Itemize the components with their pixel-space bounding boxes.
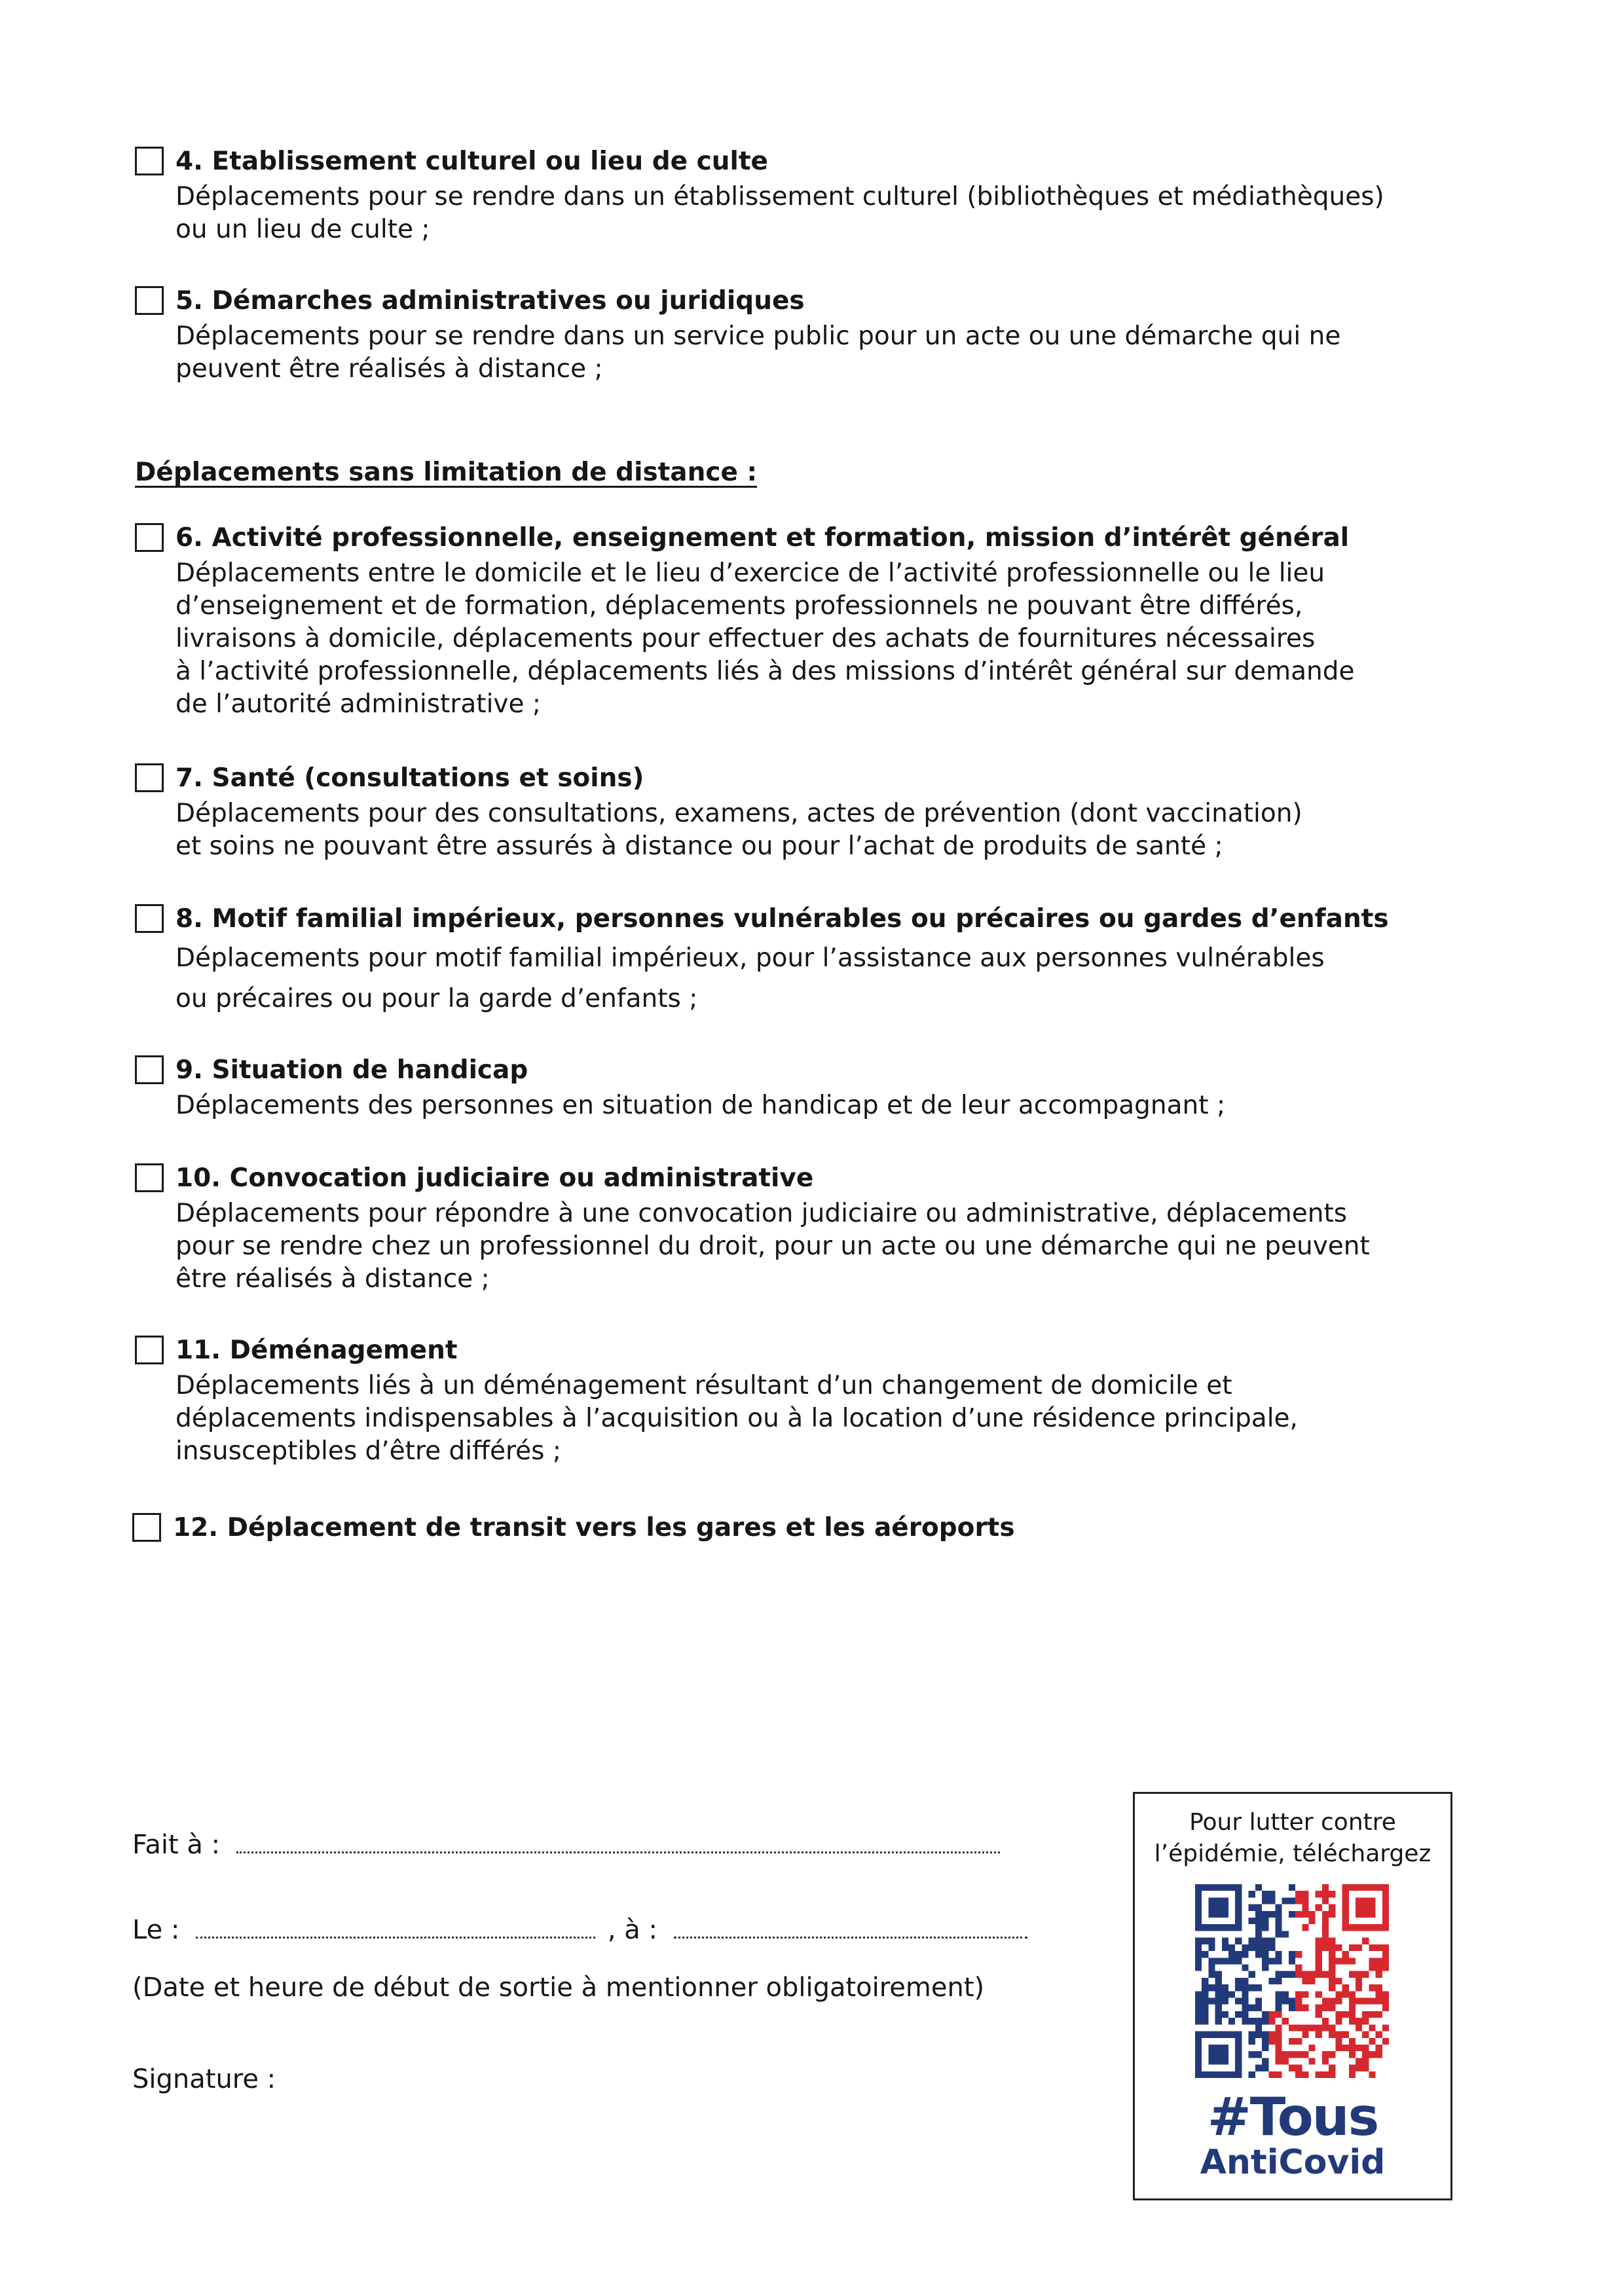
reason-item-8 (135, 902, 1445, 1019)
reason-item-6 (135, 520, 1445, 721)
reason-item-7 (135, 761, 1445, 863)
tousanticovid-logo (1135, 2086, 1450, 2182)
description-line: Déplacements pour répondre à une convocation judiciaire ou administrative, déplacements (175, 1199, 1348, 1228)
qr-caption (1135, 1807, 1450, 1870)
description-line: ou précaires ou pour la garde d’enfants ; (175, 984, 698, 1013)
qr-code-icon[interactable] (1195, 1884, 1389, 2078)
checkbox-reason-5[interactable] (135, 286, 164, 315)
reason-description (175, 320, 1452, 386)
checkbox-reason-12[interactable] (132, 1513, 161, 1542)
description-line: de l’autorité administrative ; (175, 689, 542, 719)
reason-title: 7. Santé (consultations et soins) (175, 763, 644, 793)
reason-title: 10. Convocation judiciaire ou administrative (175, 1163, 814, 1193)
logo-subtitle: AntiCovid (1200, 2143, 1386, 2182)
description-line: déplacements indispensables à l’acquisition ou à la location d’une résidence principale, (175, 1404, 1298, 1433)
checkbox-reason-9[interactable] (135, 1055, 164, 1084)
description-line: livraisons à domicile, déplacements pour effectuer des achats de fournitures nécessaires (175, 624, 1316, 653)
description-line: Déplacements pour des consultations, examens, actes de prévention (dont vaccination) (175, 799, 1302, 828)
description-line: à l’activité professionnelle, déplacements liés à des missions d’intérêt général sur demande (175, 657, 1355, 686)
reason-item-10 (135, 1161, 1445, 1296)
description-line: Déplacements pour se rendre dans un service public pour un acte ou une démarche qui ne (175, 321, 1341, 351)
reason-description (175, 1089, 1452, 1122)
date-field[interactable] (196, 1917, 595, 1939)
qr-caption-line: l’épidémie, téléchargez (1154, 1840, 1431, 1867)
fait-a-label: Fait à : (132, 1830, 221, 1860)
time-label: , à : (607, 1915, 657, 1945)
reason-title: 4. Etablissement culturel ou lieu de culte (175, 147, 768, 176)
reason-description (175, 938, 1452, 1019)
fait-a-field[interactable] (236, 1832, 1000, 1853)
date-time-row (132, 1913, 1027, 1947)
checkbox-reason-4[interactable] (135, 147, 164, 175)
date-label: Le : (132, 1915, 180, 1945)
reason-title: 6. Activité professionnelle, enseignement et formation, mission d’intérêt général (175, 523, 1350, 553)
reason-item-4 (135, 144, 1445, 246)
logo-hashtag: #Tous (1207, 2086, 1378, 2147)
reason-item-5 (135, 283, 1445, 386)
tousanticovid-qr-box (1133, 1792, 1452, 2200)
description-line: Déplacements liés à un déménagement résultant d’un changement de domicile et (175, 1371, 1232, 1400)
qr-caption-line: Pour lutter contre (1189, 1809, 1396, 1836)
reason-description (175, 797, 1452, 863)
reason-description (175, 181, 1452, 246)
reason-title: 11. Déménagement (175, 1336, 458, 1365)
reason-item-11 (135, 1333, 1445, 1468)
description-line: Déplacements entre le domicile et le lieu d’exercice de l’activité professionnelle ou le lieu (175, 558, 1325, 588)
reason-title: 8. Motif familial impérieux, personnes vulnérables ou précaires ou gardes d’enfants (175, 904, 1389, 934)
date-note: (Date et heure de début de sortie à mentionner obligatoirement) (132, 1973, 985, 2003)
reason-title: 5. Démarches administratives ou juridiques (175, 286, 805, 316)
description-line: d’enseignement et de formation, déplacements professionnels ne pouvant être différés, (175, 591, 1303, 621)
signature-label: Signature : (132, 2064, 276, 2094)
description-line: et soins ne pouvant être assurés à distance ou pour l’achat de produits de santé ; (175, 831, 1223, 861)
reason-item-12 (132, 1510, 1442, 1547)
description-line: insusceptibles d’être différés ; (175, 1436, 562, 1466)
description-line: Déplacements pour motif familial impérieux, pour l’assistance aux personnes vulnérables (175, 943, 1325, 973)
reason-description (175, 557, 1452, 721)
description-line: ou un lieu de culte ; (175, 215, 430, 244)
reason-description (175, 1370, 1452, 1468)
description-line: être réalisés à distance ; (175, 1264, 490, 1294)
checkbox-reason-7[interactable] (135, 763, 164, 792)
checkbox-reason-6[interactable] (135, 523, 164, 552)
description-line: peuvent être réalisés à distance ; (175, 354, 603, 384)
time-field[interactable] (674, 1917, 1027, 1939)
description-line: pour se rendre chez un professionnel du droit, pour un acte ou une démarche qui ne peuvent (175, 1231, 1370, 1261)
checkbox-reason-8[interactable] (135, 904, 164, 933)
reason-title: 12. Déplacement de transit vers les gares et les aéroports (173, 1513, 1015, 1542)
reason-item-9 (135, 1053, 1445, 1122)
checkbox-reason-11[interactable] (135, 1336, 164, 1364)
checkbox-reason-10[interactable] (135, 1163, 164, 1192)
reason-title: 9. Situation de handicap (175, 1055, 528, 1085)
reason-description (175, 1197, 1452, 1296)
description-line: Déplacements des personnes en situation de handicap et de leur accompagnant ; (175, 1091, 1226, 1120)
description-line: Déplacements pour se rendre dans un établissement culturel (bibliothèques et médiathèques) (175, 182, 1384, 211)
fait-a-row (132, 1828, 1000, 1862)
section-heading: Déplacements sans limitation de distance : (135, 458, 758, 487)
